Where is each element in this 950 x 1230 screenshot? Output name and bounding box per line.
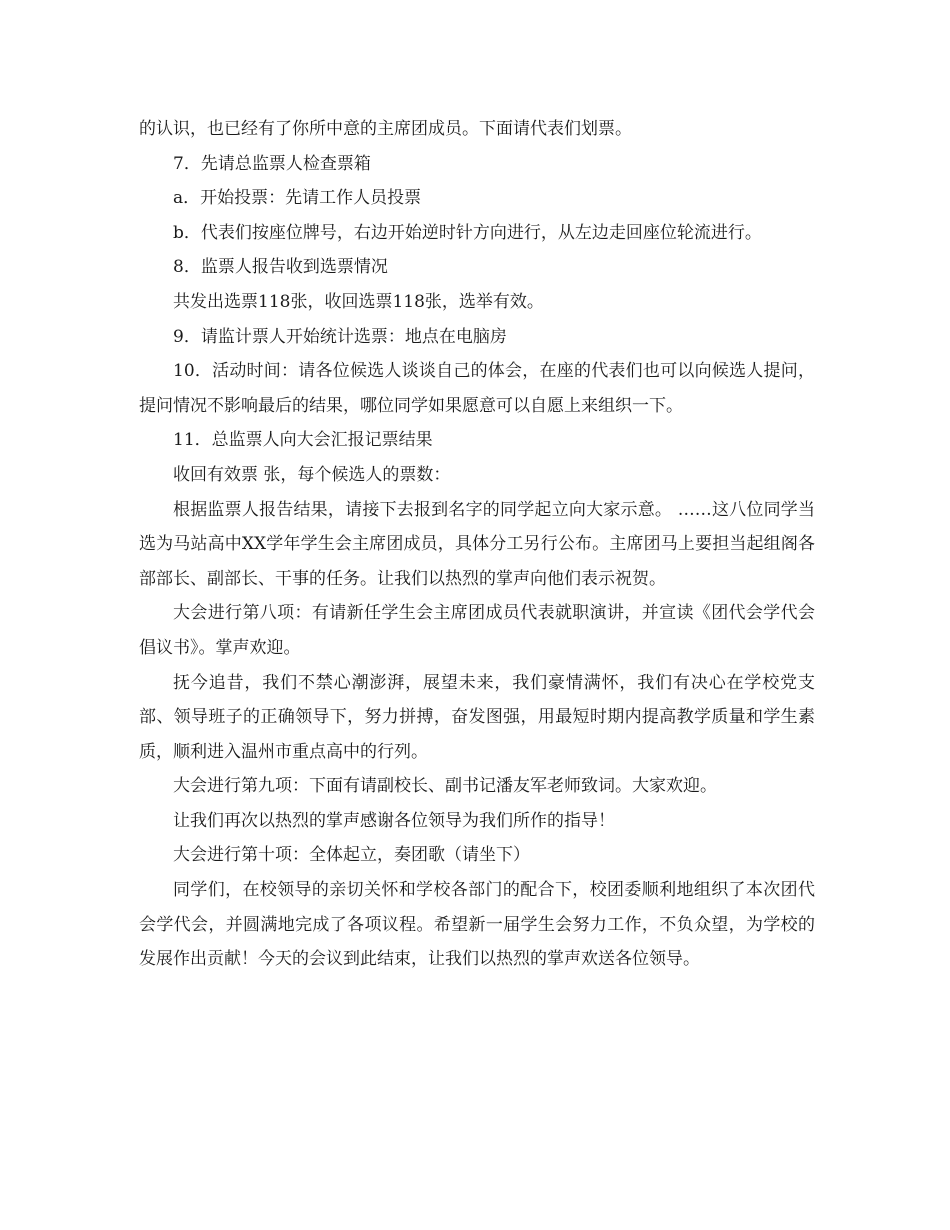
paragraph-item-7a: a．开始投票：先请工作人员投票 [173,188,422,209]
paragraph-item-11: 11．总监票人向大会汇报记票结果 [173,430,433,451]
paragraph-item-7: 7．先请总监票人检查票箱 [173,153,371,174]
paragraph-agenda-9: 大会进行第九项：下面有请副校长、副书记潘友军老师致词。大家欢迎。 [173,776,717,797]
paragraph-ballot-count: 共发出选票118张，收回选票118张，选举有效。 [173,291,544,312]
paragraph-item-8: 8．监票人报告收到选票情况 [173,257,388,278]
paragraph-item-9: 9．请监计票人开始统计选票：地点在电脑房 [173,326,507,347]
paragraph-item-10: 10．活动时间：请各位候选人谈谈自己的体会，在座的代表们也可以向候选人提问，提问情况不影响最后的结果，哪位同学如果愿意可以自愿上来组织一下。 [139,361,815,416]
paragraph-outlook: 抚今追昔，我们不禁心潮澎湃，展望未来，我们豪情满怀，我们有决心在学校党支部、领导班子的正确领导下，努力拼搏，奋发图强，用最短时期内提高教学质量和学生素质，顺利进入温州市重点高中的行列。 [139,672,815,762]
paragraph-thanks: 让我们再次以热烈的掌声感谢各位领导为我们所作的指导！ [173,810,615,831]
paragraph-item-7b: b．代表们按座位牌号，右边开始逆时针方向进行，从左边走回座位轮流进行。 [173,222,762,243]
paragraph-agenda-8: 大会进行第八项：有请新任学生会主席团成员代表就职演讲，并宣读《团代会学代会倡议书》。掌声欢迎。 [139,603,815,658]
document-body [139,112,815,977]
paragraph-election-result: 根据监票人报告结果，请接下去报到名字的同学起立向大家示意。 ……这八位同学当选为马站高中XX学年学生会主席团成员，具体分工另行公布。主席团马上要担当起组阁各部部长、副部长、干事的任务。让我们以热烈的掌声向他们表示祝贺。 [139,499,815,589]
paragraph-closing: 同学们，在校领导的亲切关怀和学校各部门的配合下，校团委顺利地组织了本次团代会学代会，并圆满地完成了各项议程。希望新一届学生会努力工作，不负众望，为学校的发展作出贡献！今天的会议到此结束，让我们以热烈的掌声欢送各位领导。 [139,880,815,970]
paragraph-continuation: 的认识，也已经有了你所中意的主席团成员。下面请代表们划票。 [139,119,632,139]
paragraph-valid-votes: 收回有效票 张，每个候选人的票数： [173,464,451,485]
paragraph-agenda-10: 大会进行第十项：全体起立，奏团歌（请坐下） [173,845,530,866]
